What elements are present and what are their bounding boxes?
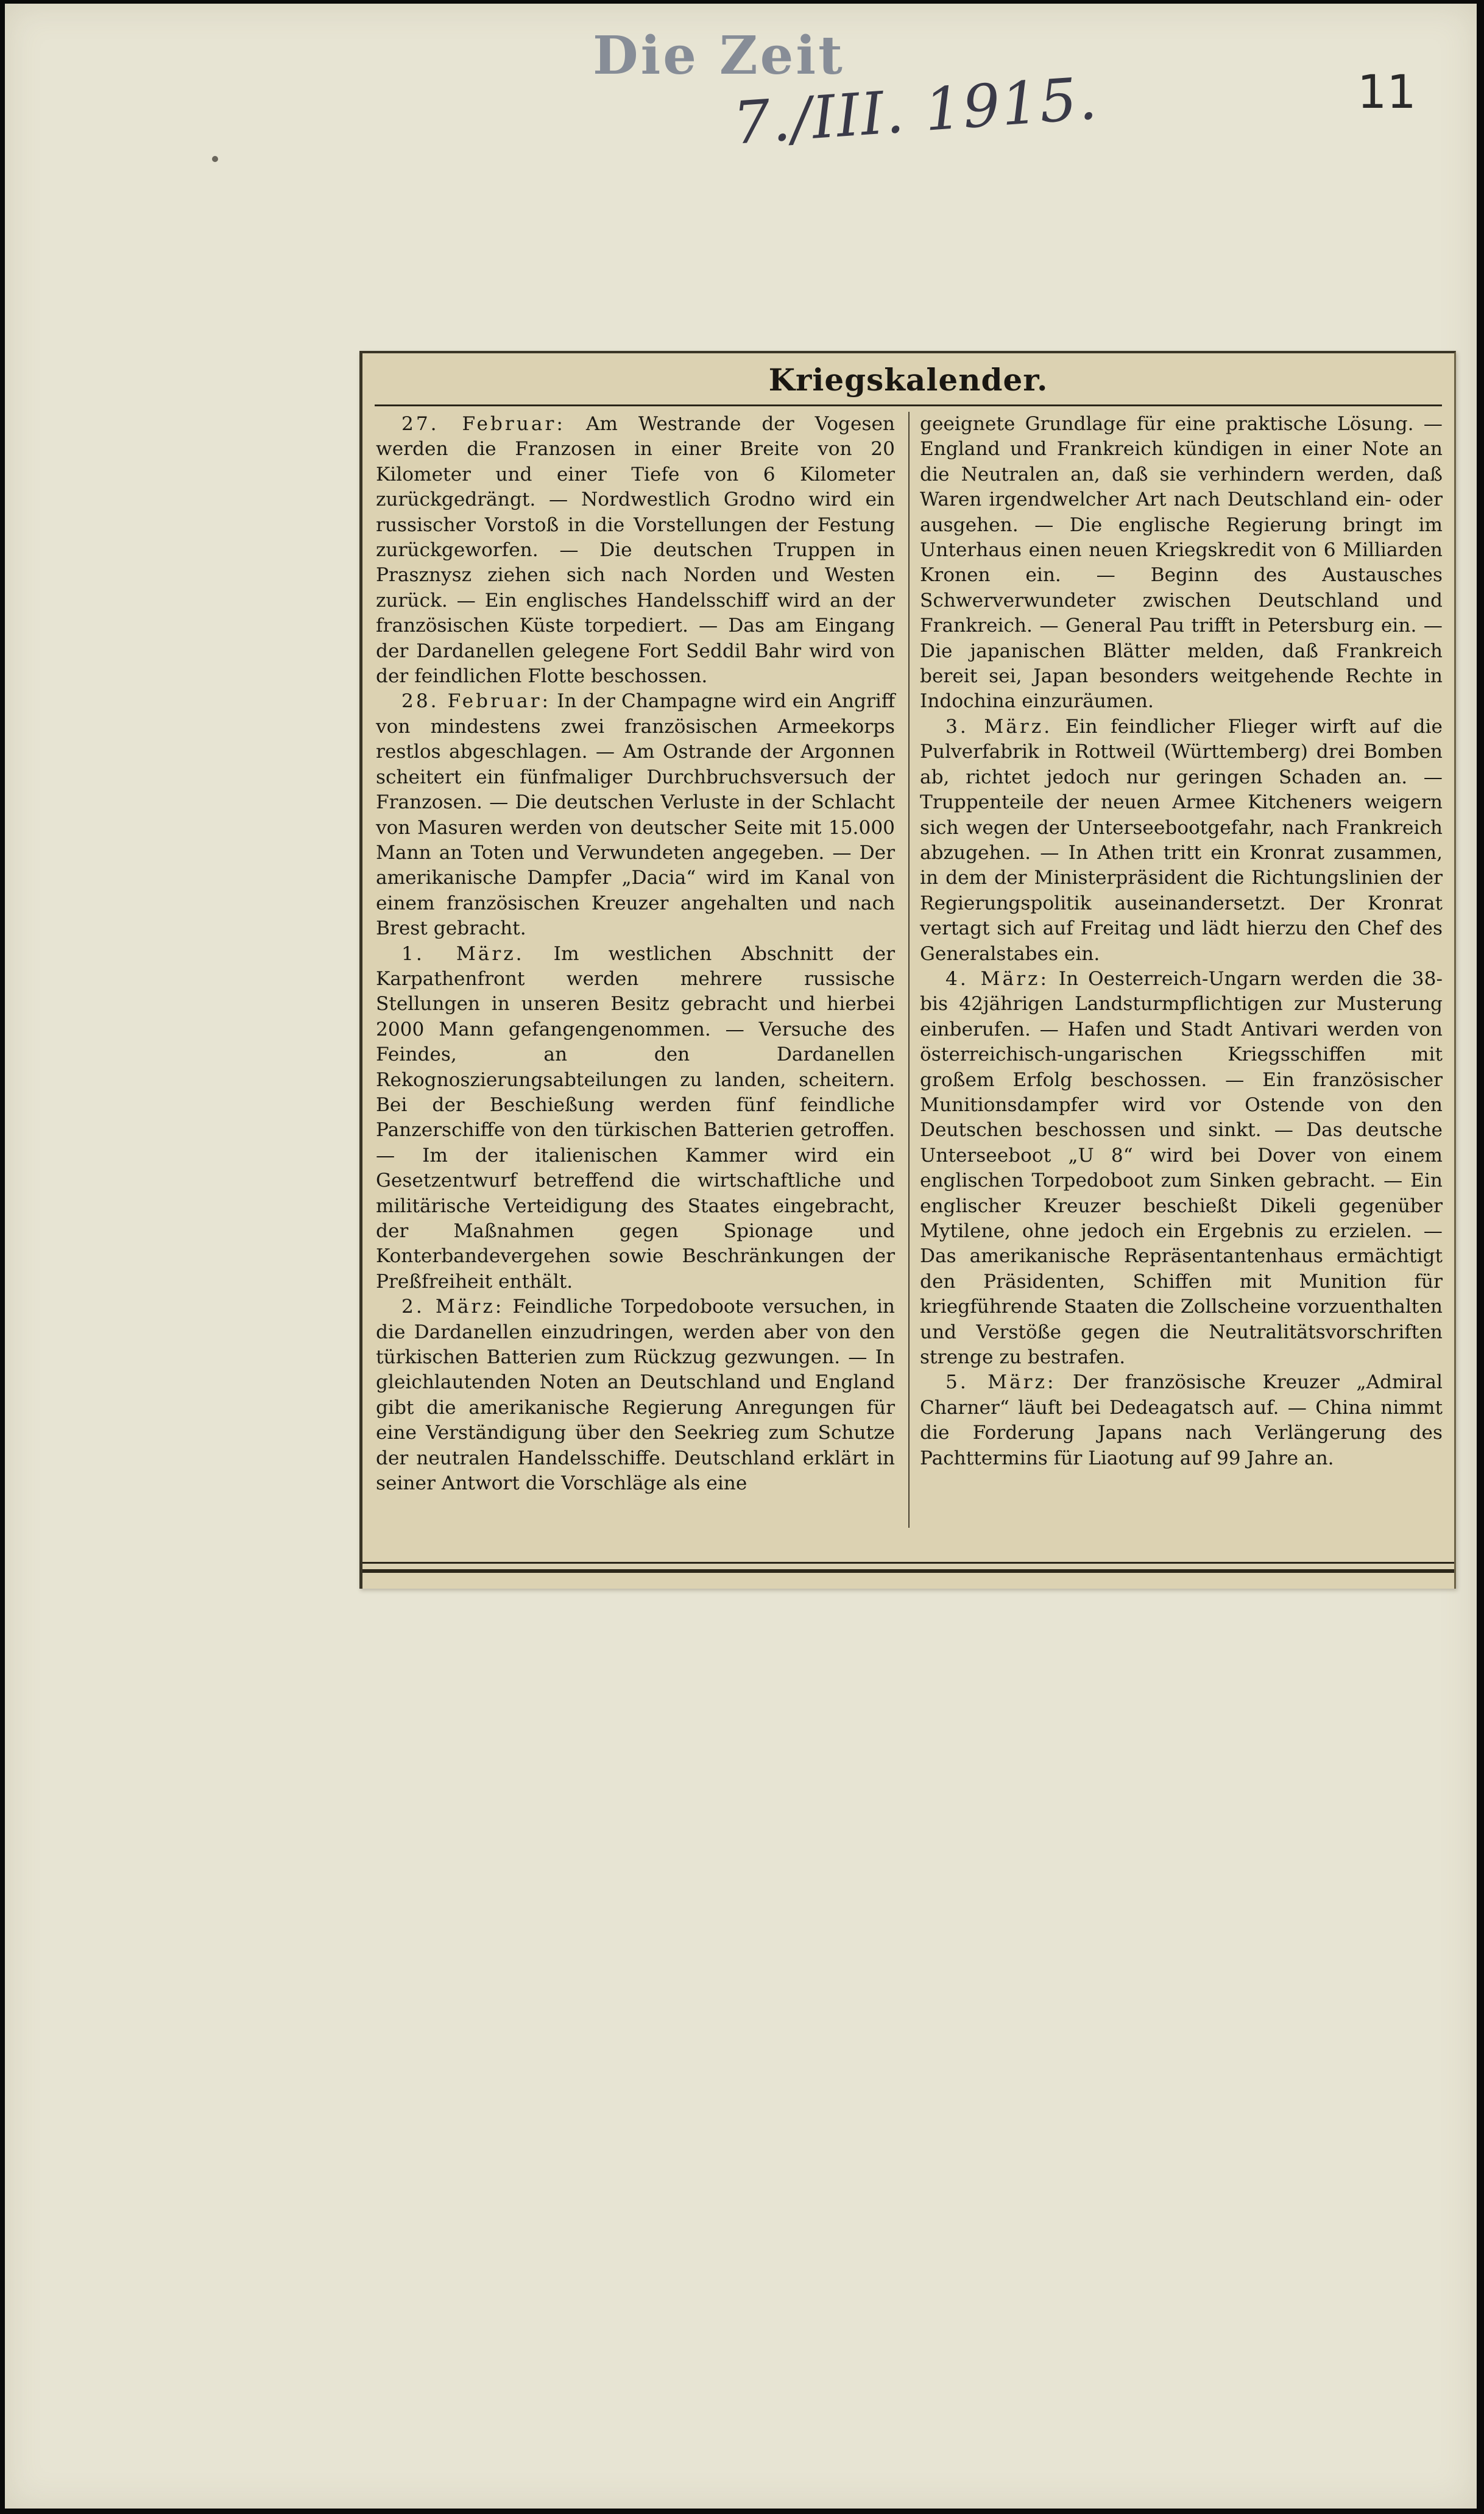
newspaper-clipping: [359, 351, 1456, 1589]
entry-text: Im westlichen Abschnitt der Karpathenfront werden mehrere russische Stellungen in unseren Besitz gebracht und hierbei 2000 Mann gefangengenommen. — Versuche des Feindes, an den Dardanellen Rekognoszierungsabteilungen zu landen, scheitern. Bei der Beschießung werden fünf feindliche Panzerschiffe von den türkischen Batterien getroffen. — Im der italienischen Kammer wird ein Gesetzentwurf betreffend die wirtschaftliche und militärische Verteidigung des Staates eingebracht, der Maßnahmen gegen Spionage und Konterbandevergehen sowie Beschränkungen der Preßfreiheit enthält.: [376, 942, 895, 1293]
entry-date: 4. März:: [945, 967, 1049, 990]
entry-3-maerz: [920, 715, 1443, 967]
entry-text: Am Westrande der Vogesen werden die Franzosen in einer Breite von 20 Kilometer und einer Tiefe von 6 Kilometer zurückgedrängt. — Nordwestlich Grodno wird ein russischer Vorstoß in die Vorstellungen der Festung zurückgeworfen. — Die deutschen Truppen in Prasznysz ziehen sich nach Norden und Westen zurück. — Ein englisches Handelsschiff wird an der französischen Küste torpediert. — Das am Eingang der Dardanellen gelegene Fort Seddil Bahr wird von der feindlichen Flotte beschossen.: [376, 413, 896, 688]
paper-speck: [212, 156, 218, 162]
entry-date: 27. Februar:: [401, 413, 565, 435]
archive-sheet: [5, 4, 1477, 2509]
entry-date: 2. März:: [401, 1296, 504, 1318]
right-column: [920, 412, 1443, 1471]
column-divider: [908, 412, 910, 1528]
title-rule: [375, 404, 1442, 406]
entry-text: Der französische Kreuzer „Admiral Charner“ läuft bei Dedeagatsch auf. — China nimmt die Forderung Japans nach Verlängerung des Pachttermins für Liaotung auf 99 Jahre an.: [920, 1371, 1443, 1469]
bottom-rule-thick: [362, 1569, 1454, 1573]
newspaper-stamp: Die Zeit: [593, 25, 845, 87]
left-column: [376, 412, 895, 1496]
entry-text: Ein feindlicher Flieger wirft auf die Pulverfabrik in Rottweil (Württemberg) drei Bomben ab, richtet jedoch nur geringen Schaden an. — Truppenteile der neuen Armee Kitcheners weigern sich wegen der Unterseebootgefahr, nach Frankreich abzugehen. — In Athen tritt ein Kronrat zusammen, in dem der Ministerpräsident die Richtungslinien der Regierungspolitik auseinandersetzt. Der Kronrat vertagt sich auf Freitag und lädt hierzu den Chef des Generalstabes ein.: [920, 715, 1443, 965]
entry-2-maerz: [376, 1294, 895, 1496]
entry-date: 3. März.: [945, 715, 1053, 738]
entry-1-maerz: [376, 942, 895, 1295]
page-number: 11: [1357, 65, 1416, 119]
handwritten-date: 7./III. 1915.: [730, 64, 1100, 158]
bottom-rule-thin: [362, 1562, 1454, 1564]
entry-text: In Oesterreich-Ungarn werden die 38- bis 42jährigen Landsturmpflichtigen zur Musterung einberufen. — Hafen und Stadt Antivari werden von österreichisch-ungarischen Kriegsschiffen mit großem Erfolg beschossen. — Ein französischer Munitionsdampfer wird vor Ostende von den Deutschen beschossen und sinkt. — Das deutsche Unterseeboot „U 8“ wird bei Dover von einem englischen Torpedoboot zum Sinken gebracht. — Ein englischer Kreuzer beschießt Dikeli gegenüber Mytilene, ohne jedoch ein Ergebnis zu erzielen. — Das amerikanische Repräsentantenhaus ermächtigt den Präsidenten, Schiffen mit Munition für kriegführende Staaten die Zollscheine vorzuenthalten und Verstöße gegen die Neutralitätsvorschriften strenge zu bestrafen.: [920, 967, 1443, 1369]
entry-text: In der Champagne wird ein Angriff von mindestens zwei französischen Armeekorps restlos abgeschlagen. — Am Ostrande der Argonnen scheitert ein fünfmaliger Durchbruchsversuch der Franzosen. — Die deutschen Verluste in der Schlacht von Masuren werden von deutscher Seite mit 15.000 Mann an Toten und Verwundeten angegeben. — Der amerikanische Dampfer „Dacia“ wird im Kanal von einem französischen Kreuzer angehalten und nach Brest gebracht.: [376, 690, 895, 940]
entry-2-maerz-continued: [920, 412, 1443, 715]
entry-4-maerz: [920, 967, 1443, 1371]
entry-text: geeignete Grundlage für eine praktische Lösung. — England und Frankreich kündigen in einer Note an die Neutralen an, daß sie verhindern werden, daß Waren irgendwelcher Art nach Deutschland ein- oder ausgehen. — Die englische Regierung bringt im Unterhaus einen neuen Kriegskredit von 6 Milliarden Kronen ein. — Beginn des Austausches Schwerverwundeter zwischen Deutschland und Frankreich. — General Pau trifft in Petersburg ein. — Die japanischen Blätter melden, daß Frankreich bereit sei, Japan besonders weitgehende Rechte in Indochina einzuräumen.: [920, 413, 1443, 713]
clipping-title: Kriegskalender.: [768, 362, 1048, 398]
entry-28-februar: [376, 689, 895, 941]
entry-date: 1. März.: [401, 942, 525, 965]
entry-27-februar: [376, 412, 895, 689]
entry-date: 5. März:: [945, 1371, 1056, 1394]
entry-date: 28. Februar:: [401, 690, 551, 713]
entry-text: Feindliche Torpedoboote versuchen, in die Dardanellen einzudringen, werden aber von den türkischen Batterien zum Rückzug gezwungen. — In gleichlautenden Noten an Deutschland und England gibt die amerikanische Regierung Anregungen für eine Verständigung über den Seekrieg zum Schutze der neutralen Handelsschiffe. Deutschland erklärt in seiner Antwort die Vorschläge als eine: [376, 1296, 896, 1495]
entry-5-maerz: [920, 1370, 1443, 1471]
